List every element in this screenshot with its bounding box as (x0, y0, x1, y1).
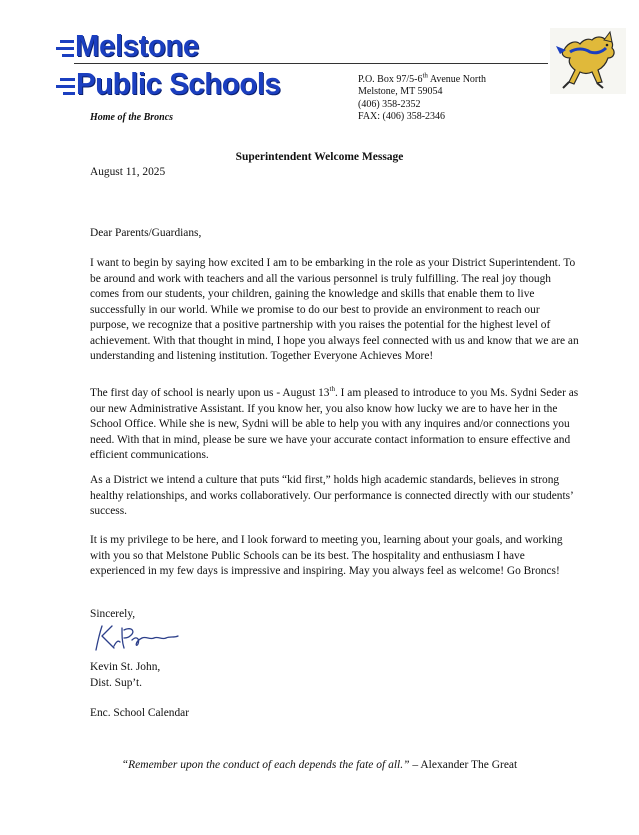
logo-speed-line (60, 78, 75, 81)
enclosure: Enc. School Calendar (90, 707, 190, 719)
header-rule (74, 63, 548, 64)
tagline: Home of the Broncs (90, 112, 174, 123)
address-line1: P.O. Box 97/5-6th Avenue North (358, 71, 487, 85)
logo-speed-line (56, 85, 75, 88)
logo-speed-line (60, 40, 74, 43)
fax: FAX: (406) 358-2346 (358, 110, 446, 122)
footer-quote (0, 759, 639, 771)
phone: (406) 358-2352 (358, 98, 421, 110)
paragraph-4: It is my privilege to be here, and I look forward to meeting you, learning about your goals, and working with you so that Melstone Public Schools can be its best. The hospitality and enthusiasm I have experienced in my few days is impressive and inspiring. May you always feel as welcome! Go Broncs! (90, 534, 563, 577)
bronco-horse-icon (550, 28, 626, 94)
logo-speed-line (62, 54, 74, 57)
paragraph-3: As a District we intend a culture that puts “kid first,” holds high academic standards, believes in strong healthy relationships, and works collaboratively. Our performance is connected directly with our students’ success. (90, 474, 574, 517)
quote-attribution: – Alexander The Great (409, 759, 518, 771)
signer-name: Kevin St. John, (90, 661, 161, 673)
logo-melstone: Melstone (75, 28, 199, 63)
letter-title: Superintendent Welcome Message (235, 151, 404, 163)
logo-speed-line (56, 47, 74, 50)
signer-title: Dist. Sup’t. (90, 677, 143, 689)
letter-date: August 11, 2025 (90, 166, 166, 178)
paragraph-1: I want to begin by saying how excited I am to be embarking in the role as your District Superintendent. To be around and work with teachers and all the various personnel is truly fulfilling. The real joy though comes from our students, your children, gaining the knowledge and skills that enable them to live successfully in our world. While we promise to do our best to provide an environment to reach our purpose, we recognize that a positive partnership with you raises the potential for the highest level of achievement. With that thought in mind, I hope you always feel connected with us and know that we are an understanding and listening institution. Together Everyone Achieves More! (90, 257, 579, 362)
address-block (358, 71, 487, 123)
logo-speed-line (63, 92, 75, 95)
signature-image (92, 620, 182, 659)
quote-text: “Remember upon the conduct of each depends the fate of all.” (121, 759, 410, 771)
address-line2: Melstone, MT 59054 (358, 86, 443, 98)
salutation: Dear Parents/Guardians, (90, 227, 202, 239)
paragraph-2: The first day of school is nearly upon us - August 13th. I am pleased to introduce to you Ms. Sydni Seder as our new Administrative Assistant. If you know her, you also know how lucky we are to have her in the School Office. While she is new, Sydni will be able to help you with any inquires and/or connections you need. With that in mind, please be sure we have your accurate contact information to ensure effective and efficient communications. (90, 385, 579, 461)
closing: Sincerely, (90, 608, 136, 620)
logo-public-schools: Public Schools (76, 66, 281, 101)
